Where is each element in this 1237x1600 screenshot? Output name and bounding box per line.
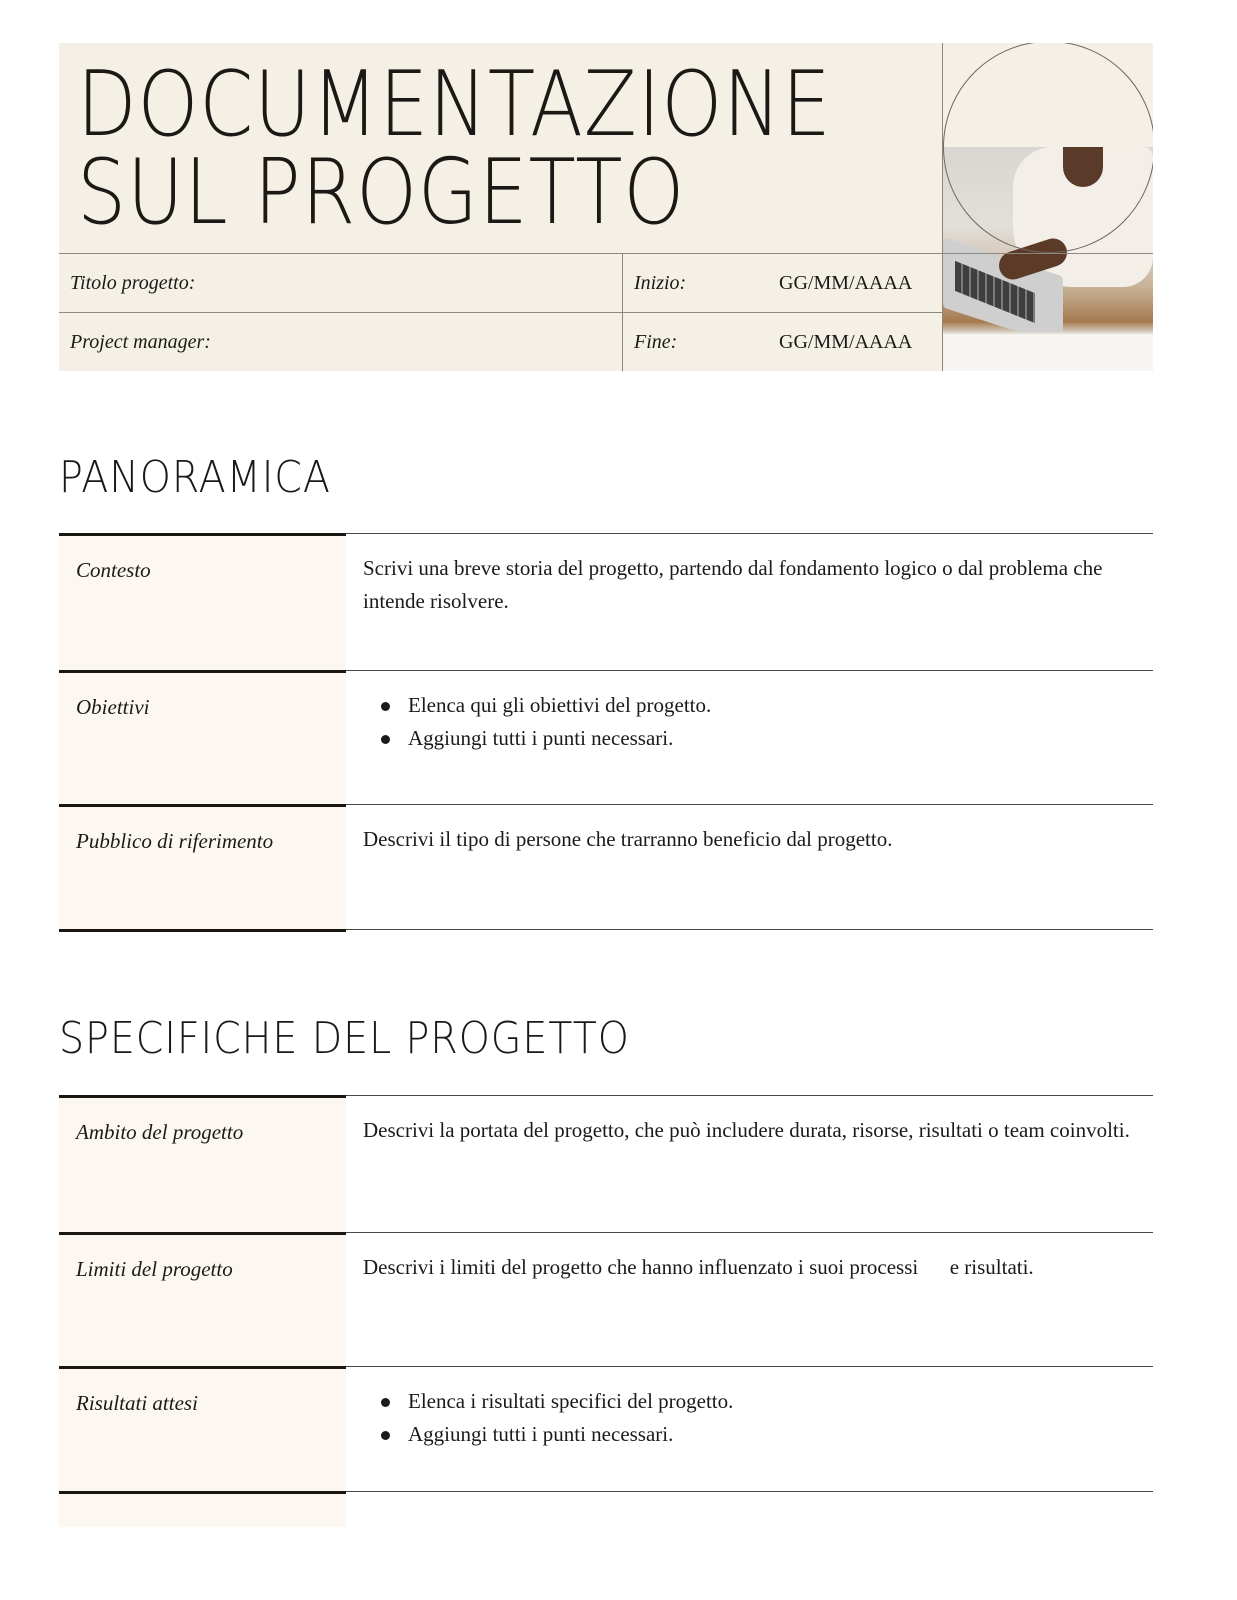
table-row (59, 670, 1153, 804)
row-label: Ambito del progetto (59, 1095, 346, 1232)
row-content[interactable] (346, 670, 1153, 804)
bullet-item: Elenca i risultati specifici del progetto. (381, 1385, 1135, 1418)
meta-row-manager (59, 312, 942, 371)
project-manager-label: Project manager: (70, 330, 211, 353)
bullet-list (363, 1385, 1135, 1451)
row-label: Contesto (59, 533, 346, 670)
bullet-item: Elenca qui gli obiettivi del progetto. (381, 689, 1135, 722)
section-title-overview: PANORAMICA (59, 452, 331, 503)
row-label: Obiettivi (59, 670, 346, 804)
row-content[interactable]: Scrivi una breve storia del progetto, partendo dal fondamento logico o dal problema che intende risolvere. (346, 533, 1153, 670)
document-title (77, 52, 832, 245)
table-end-content-rule (346, 1491, 1153, 1527)
table-row (59, 804, 1153, 929)
start-date-label: Inizio: (634, 271, 687, 294)
header-photo-area (943, 43, 1153, 371)
project-title-label: Titolo progetto: (70, 271, 196, 294)
row-label: Risultati attesi (59, 1366, 346, 1491)
section-title-specs: SPECIFICHE DEL PROGETTO (59, 1013, 630, 1064)
table-end-content-rule (346, 929, 1153, 932)
row-label: Limiti del progetto (59, 1232, 346, 1366)
row-content[interactable]: Descrivi la portata del progetto, che può includere durata, risorse, risultati o team coinvolti. (346, 1095, 1153, 1232)
bullet-list (363, 689, 1135, 755)
row-label: Pubblico di riferimento (59, 804, 346, 929)
start-date-value[interactable]: GG/MM/AAAA (779, 271, 913, 294)
table-row (59, 1366, 1153, 1491)
end-date-value[interactable]: GG/MM/AAAA (779, 330, 913, 353)
title-line-1: DOCUMENTAZIONE (77, 52, 832, 157)
row-content[interactable] (346, 1366, 1153, 1491)
decorative-circle (943, 43, 1153, 253)
meta-row-title (59, 253, 942, 312)
title-line-2: SUL PROGETTO (77, 140, 686, 245)
table-row (59, 1232, 1153, 1366)
row-content[interactable]: Descrivi il tipo di persone che trarranno beneficio dal progetto. (346, 804, 1153, 929)
bullet-item: Aggiungi tutti i punti necessari. (381, 722, 1135, 755)
overview-table (59, 533, 1153, 932)
specs-table (59, 1095, 1153, 1527)
table-end-label-rule (59, 929, 346, 932)
row-content[interactable]: Descrivi i limiti del progetto che hanno influenzato i suoi processi e risultati. (346, 1232, 1153, 1366)
table-end-label-stub (59, 1491, 346, 1527)
document-header (59, 43, 1153, 371)
photo-notebook (943, 332, 1153, 371)
table-end-rule (59, 1491, 1153, 1527)
table-end-rule (59, 929, 1153, 932)
photo-rule (943, 253, 1153, 254)
meta-divider (622, 253, 623, 371)
end-date-label: Fine: (634, 330, 678, 353)
table-row (59, 1095, 1153, 1232)
bullet-item: Aggiungi tutti i punti necessari. (381, 1418, 1135, 1451)
table-row (59, 533, 1153, 670)
